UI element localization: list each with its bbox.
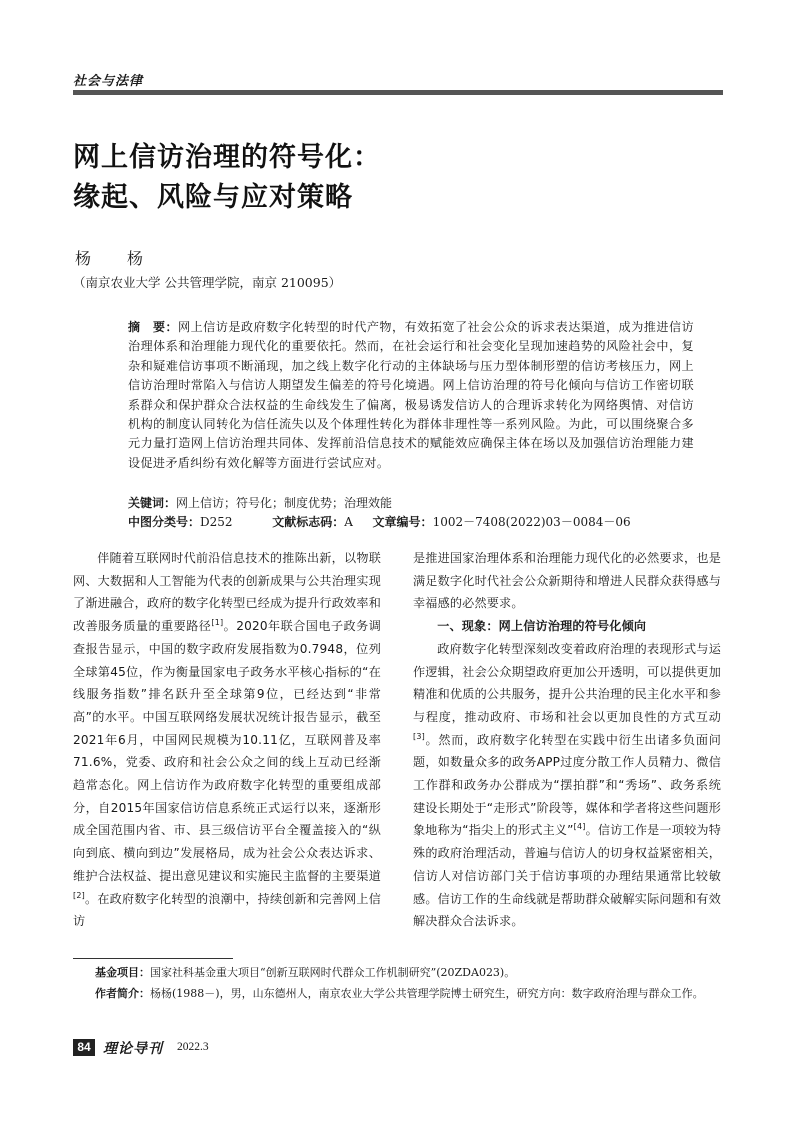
fund-text: 国家社科基金重大项目“创新互联网时代群众工作机制研究”(20ZDA023)。 bbox=[150, 966, 516, 979]
classification-line bbox=[128, 513, 631, 530]
citation: [3] bbox=[413, 731, 425, 741]
body-left-column bbox=[73, 547, 381, 933]
keywords-line bbox=[128, 494, 392, 511]
issue-number: 2022.3 bbox=[177, 1041, 209, 1053]
doc-code-label: 文献标志码： bbox=[272, 515, 345, 529]
section-heading: 一、现象：网上信访治理的符号化倾向 bbox=[437, 619, 647, 634]
keywords-label: 关键词： bbox=[128, 496, 177, 510]
abstract bbox=[128, 318, 694, 473]
body-right-column bbox=[413, 547, 721, 933]
citation: [4] bbox=[573, 822, 586, 832]
abstract-label: 摘 要： bbox=[128, 320, 178, 334]
doc-code-value: A bbox=[344, 515, 353, 529]
clc-value: D252 bbox=[200, 515, 233, 529]
body-paragraph: 伴随着互联网时代前沿信息技术的推陈出新，以物联网、大数据和人工智能为代表的创新成果与公共治理实现了渐进融合，政府的数字化转型已经成为提升行政效率和改善服务质量的重要路径[1]。2020年联合国电子政务调查报告显示，中国的数字政府发展指数为0.7948，位列全球第45位，作为衡量国家电子政务水平核心指标的“在线服务指数”排名跃升至全球第9位，已经达到“非常高”的水平。中国互联网络发展状况统计报告显示，截至2021年6月，中国网民规模为10.11亿，互联网普及率71.6%，党委、政府和社会公众之间的线上互动已经渐趋常态化。网上信访作为政府数字化转型的重要组成部分，自2015年国家信访信息系统正式运行以来，逐渐形成全国范围内省、市、县三级信访平台全覆盖接入的“纵向到底、横向到边”发展格局，成为社会公众表达诉求、维护合法权益、提出意见建议和实施民主监督的主要渠道[2]。在政府数字化转型的浪潮中，持续创新和完善网上信访 bbox=[73, 551, 381, 929]
author-bio-footnote bbox=[73, 984, 723, 1004]
header-rule bbox=[73, 90, 723, 95]
body-paragraph: 是推进国家治理体系和治理能力现代化的必然要求，也是满足数字化时代社会公众新期待和增进人民群众获得感与幸福感的必然要求。 bbox=[413, 551, 721, 611]
fund-label: 基金项目： bbox=[95, 966, 150, 979]
title-line-1: 网上信访治理的符号化： bbox=[73, 142, 381, 173]
citation: [2] bbox=[73, 890, 85, 900]
body-paragraph: 政府数字化转型深刻改变着政府治理的表现形式与运作逻辑，社会公众期望政府更加公开透明，可以提供更加精准和优质的公共服务，提升公共治理的民主化水平和参与程度，推动政府、市场和社会以更加良性的方式互动[3]。然而，政府数字化转型在实践中衍生出诸多负面问题，如数量众多的政务APP过度分散工作人员精力、微信工作群和政务办公群成为“摆拍群”和“秀场”、政务系统建设长期处于“走形式”阶段等，媒体和学者将这些问题形象地称为“指尖上的形式主义”[4]。信访工作是一项较为特殊的政府治理活动，普遍与信访人的切身权益紧密相关，信访人对信访部门关于信访事项的办理结果通常比较敏感。信访工作的生命线就是帮助群众破解实际问题和有效解决群众合法诉求。 bbox=[413, 641, 721, 929]
article-number-value: 1002－7408(2022)03－0084－06 bbox=[432, 515, 631, 529]
clc-label: 中图分类号： bbox=[128, 515, 201, 529]
article-title bbox=[73, 138, 723, 218]
article-number-label: 文章编号： bbox=[372, 515, 433, 529]
title-line-2: 缘起、风险与应对策略 bbox=[73, 182, 353, 213]
footnote-rule bbox=[73, 958, 233, 959]
author-affiliation: （南京农业大学 公共管理学院，南京 210095） bbox=[73, 275, 342, 290]
journal-name: 理论导刊 bbox=[103, 1041, 163, 1057]
page-number: 84 bbox=[73, 1039, 95, 1056]
fund-footnote bbox=[73, 963, 723, 983]
section-label: 社会与法律 bbox=[73, 74, 144, 89]
bio-text: 杨杨(1988－)，男，山东德州人，南京农业大学公共管理学院博士研究生，研究方向：数字政府治理与群众工作。 bbox=[150, 987, 704, 1000]
bio-label: 作者简介： bbox=[95, 987, 150, 1000]
author-name: 杨 杨 bbox=[75, 249, 154, 268]
keywords-text: 网上信访；符号化；制度优势；治理效能 bbox=[176, 496, 393, 510]
citation: [1] bbox=[211, 618, 224, 628]
abstract-text: 网上信访是政府数字化转型的时代产物，有效拓宽了社会公众的诉求表达渠道，成为推进信访治理体系和治理能力现代化的重要依托。然而，在社会运行和社会变化呈现加速趋势的风险社会中，复杂和疑难信访事项不断涌现，加之线上数字化行动的主体缺场与压力型体制形塑的信访考核压力，网上信访治理时常陷入与信访人期望发生偏差的符号化境遇。网上信访治理的符号化倾向与信访工作密切联系群众和保护群众合法权益的生命线发生了偏离，极易诱发信访人的合理诉求转化为网络舆情、对信访机构的制度认同转化为信任流失以及个体理性转化为群体非理性等一系列风险。为此，可以围绕聚合多元力量打造网上信访治理共同体、发挥前沿信息技术的赋能效应确保主体在场以及加强信访治理能力建设促进矛盾纠纷有效化解等方面进行尝试应对。 bbox=[128, 320, 694, 470]
